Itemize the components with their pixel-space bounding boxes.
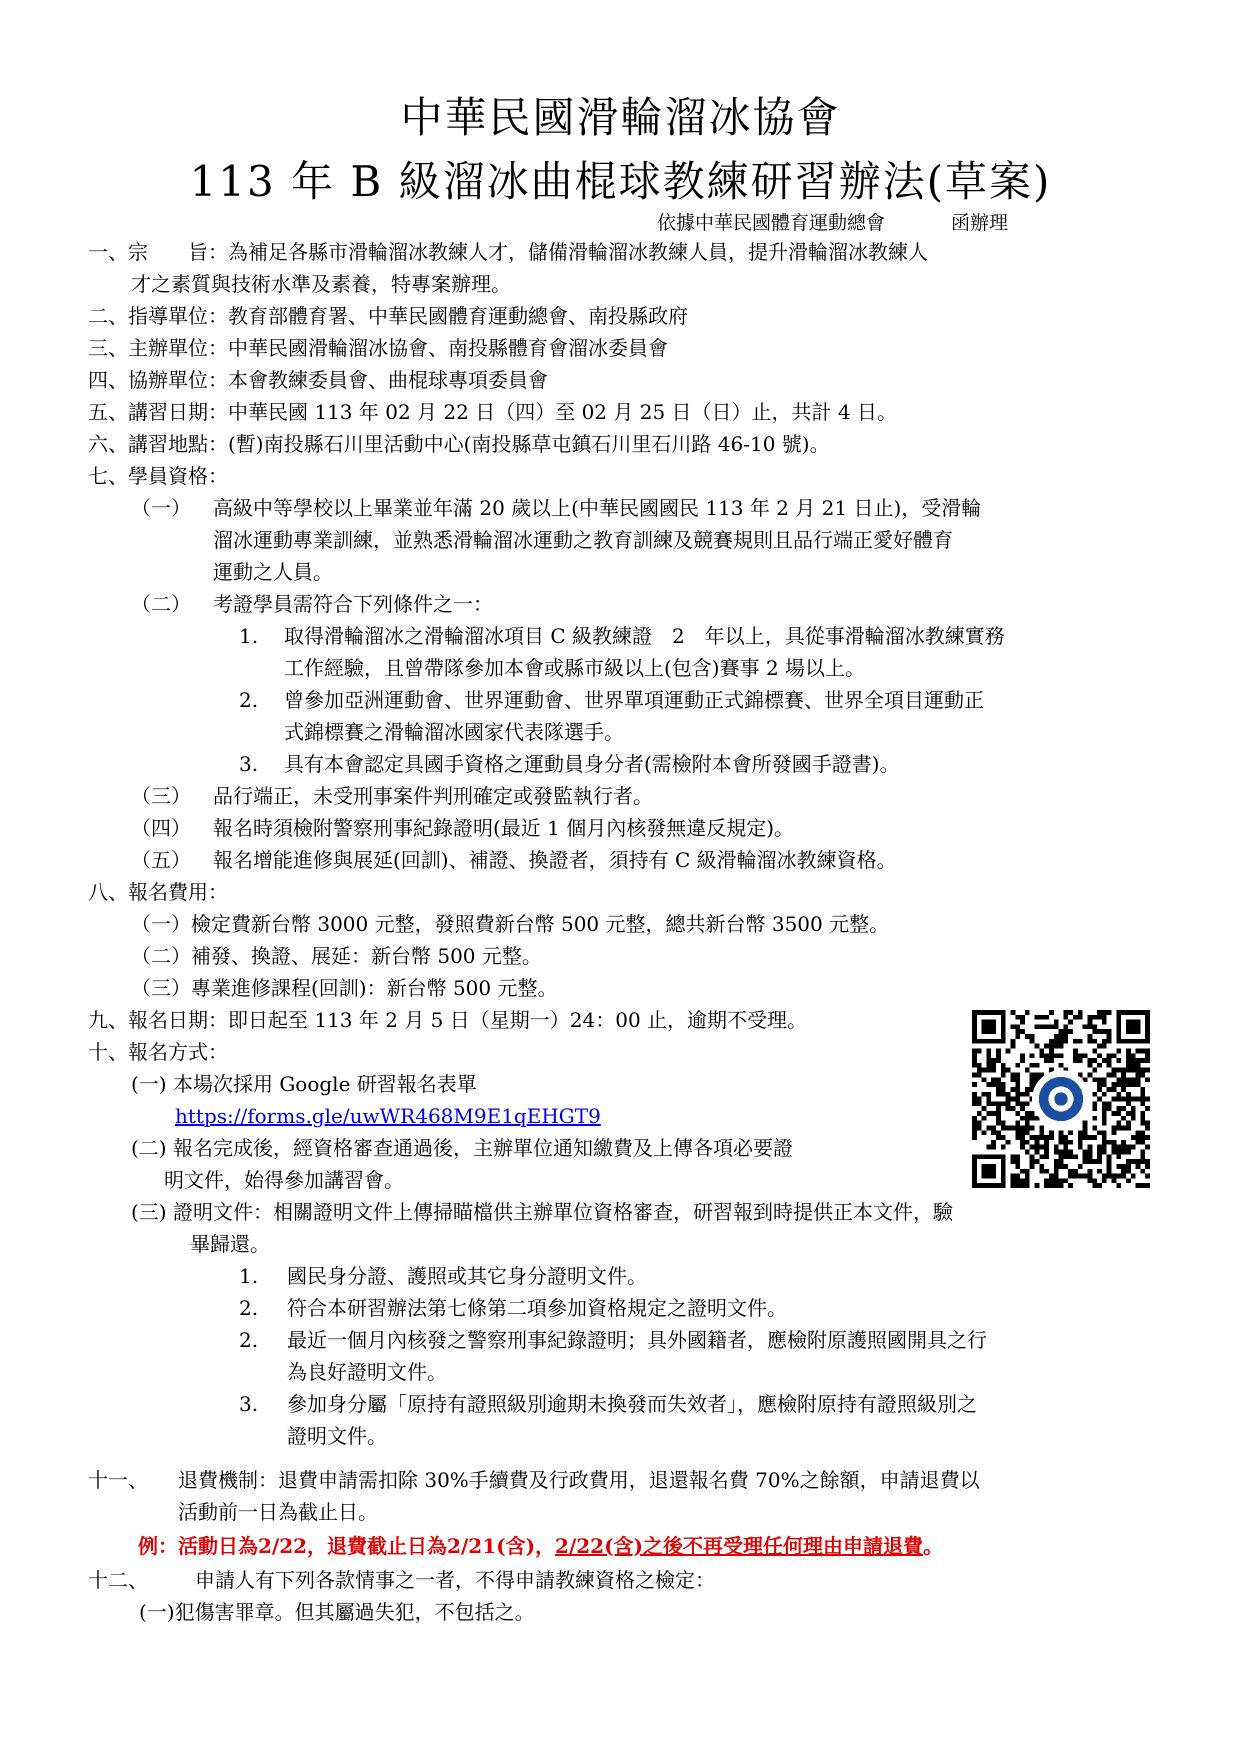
section-registration-method: 十、報名方式：	[88, 1040, 228, 1064]
document-1: 國民身分證、護照或其它身分證明文件。	[287, 1264, 647, 1288]
registration-form-link[interactable]: https://forms.gle/uwWR468M9E1qEHGT9	[175, 1104, 601, 1128]
qualification-2-1: 取得滑輪溜冰之滑輪溜冰項目 C 級教練證 2 年以上，具從事滑輪溜冰教練實務	[284, 624, 1005, 648]
document-4-num: 3.	[239, 1392, 259, 1416]
method-1: (一) 本場次採用 Google 研習報名表單	[131, 1072, 477, 1096]
fee-2: （二）補發、換證、展延：新台幣 500 元整。	[131, 944, 542, 968]
basis-note-right: 函辦理	[951, 212, 1009, 234]
section-organizer: 三、主辦單位：中華民國滑輪溜冰協會、南投縣體育會溜冰委員會	[88, 336, 668, 360]
basis-note-left: 依據中華民國體育運動總會	[657, 212, 886, 234]
qualification-2-1-num: 1.	[239, 624, 259, 648]
refund-example-part2: 2/22(含)之後不再受理任何理由申請退費	[555, 1534, 924, 1558]
section-refund: 退費機制：退費申請需扣除 30%手續費及行政費用，退還報名費 70%之餘額，申請退費以	[178, 1468, 980, 1492]
section-disqualification: 申請人有下列各款情事之一者，不得申請教練資格之檢定：	[195, 1568, 715, 1592]
qualification-3-num: （三）	[131, 784, 191, 808]
qr-emblem-icon	[1032, 1070, 1090, 1128]
qualification-3: 品行端正，未受刑事案件判刑確定或發監執行者。	[213, 784, 653, 808]
section-guidance: 二、指導單位：教育部體育署、中華民國體育運動總會、南投縣政府	[88, 304, 688, 328]
section-purpose: 一、宗 旨：為補足各縣市滑輪溜冰教練人才，儲備滑輪溜冰教練人員，提升滑輪溜冰教練人	[88, 240, 928, 264]
document-2: 符合本研習辦法第七條第二項參加資格規定之證明文件。	[287, 1296, 787, 1320]
qualification-1: 高級中等學校以上畢業並年滿 20 歲以上(中華民國國民 113 年 2 月 21 日止)，受滑輪	[213, 496, 982, 520]
basis-note	[657, 210, 1008, 236]
document-2-num: 2.	[239, 1296, 259, 1320]
section-refund-num: 十一、	[88, 1468, 148, 1492]
qualification-1-num: （一）	[131, 496, 191, 520]
qualification-1-cont2: 運動之人員。	[213, 560, 333, 584]
qualification-2-2-num: 2.	[239, 688, 259, 712]
qualification-2-2-cont: 式錦標賽之滑輪溜冰國家代表隊選手。	[284, 720, 624, 744]
section-registration-date: 九、報名日期：即日起至 113 年 2 月 5 日（星期一）24：00 止，逾期不受理。	[88, 1008, 808, 1032]
qualification-5-num: （五）	[131, 848, 191, 872]
qualification-2-3-num: 3.	[239, 752, 259, 776]
method-3: (三) 證明文件：相關證明文件上傳掃瞄檔供主辦單位資格審查，研習報到時提供正本文件，驗	[131, 1200, 953, 1224]
section-venue: 六、講習地點：(暫)南投縣石川里活動中心(南投縣草屯鎮石川里石川路 46-10 號)。	[88, 432, 830, 456]
refund-example-part1: 例：活動日為2/22，退費截止日為2/21(含)，	[138, 1534, 556, 1558]
qualification-4: 報名時須檢附警察刑事紀錄證明(最近 1 個月內核發無違反規定)。	[213, 816, 795, 840]
qualification-2: 考證學員需符合下列條件之一：	[213, 592, 493, 616]
document-title: 113 年 B 級溜冰曲棍球教練研習辦法(草案)	[189, 157, 1052, 206]
section-purpose-cont: 才之素質與技術水準及素養，特專案辦理。	[131, 272, 511, 296]
section-coorganizer: 四、協辦單位：本會教練委員會、曲棍球專項委員會	[88, 368, 548, 392]
organization-title: 中華民國滑輪溜冰協會	[400, 93, 841, 142]
section-disqualification-num: 十二、	[88, 1568, 148, 1592]
qualification-2-2: 曾參加亞洲運動會、世界運動會、世界單項運動正式錦標賽、世界全項目運動正	[284, 688, 984, 712]
document-1-num: 1.	[239, 1264, 259, 1288]
qualification-2-num: （二）	[131, 592, 191, 616]
section-date: 五、講習日期：中華民國 113 年 02 月 22 日（四）至 02 月 25 日（日）止，共計 4 日。	[88, 400, 897, 424]
fee-3: （三）專業進修課程(回訓)：新台幣 500 元整。	[131, 976, 558, 1000]
document-4: 參加身分屬「原持有證照級別逾期未換發而失效者」，應檢附原持有證照級別之	[287, 1392, 977, 1416]
refund-example	[138, 1532, 943, 1560]
document-3-cont: 為良好證明文件。	[287, 1360, 447, 1384]
method-2: (二) 報名完成後，經資格審查通過後，主辦單位通知繳費及上傳各項必要證	[131, 1136, 793, 1160]
qualification-4-num: （四）	[131, 816, 191, 840]
qualification-2-1-cont: 工作經驗，且曾帶隊參加本會或縣市級以上(包含)賽事 2 場以上。	[284, 656, 866, 680]
section-qualification: 七、學員資格：	[88, 464, 228, 488]
section-fees: 八、報名費用：	[88, 880, 228, 904]
qualification-2-3: 具有本會認定具國手資格之運動員身分者(需檢附本會所發國手證書)。	[284, 752, 900, 776]
document-3-num: 2.	[239, 1328, 259, 1352]
section-refund-cont: 活動前一日為截止日。	[178, 1500, 378, 1524]
qualification-5: 報名增能進修與展延(回訓)、補證、換證者，須持有 C 級滑輪溜冰教練資格。	[213, 848, 897, 872]
qr-code-icon[interactable]	[972, 1010, 1150, 1188]
qualification-1-cont: 溜冰運動專業訓練，並熟悉滑輪溜冰運動之教育訓練及競賽規則且品行端正愛好體育	[213, 528, 953, 552]
document-4-cont: 證明文件。	[287, 1424, 387, 1448]
fee-1: （一）檢定費新台幣 3000 元整，發照費新台幣 500 元整，總共新台幣 3500 元整。	[131, 912, 890, 936]
document-3: 最近一個月內核發之警察刑事紀錄證明；具外國籍者，應檢附原護照國開具之行	[287, 1328, 987, 1352]
disqualification-1: (一)犯傷害罪章。但其屬過失犯，不包括之。	[139, 1600, 535, 1624]
method-3-cont: 畢歸還。	[190, 1232, 270, 1256]
method-2-cont: 明文件，始得參加講習會。	[164, 1168, 404, 1192]
refund-example-part3: 。	[923, 1534, 944, 1558]
